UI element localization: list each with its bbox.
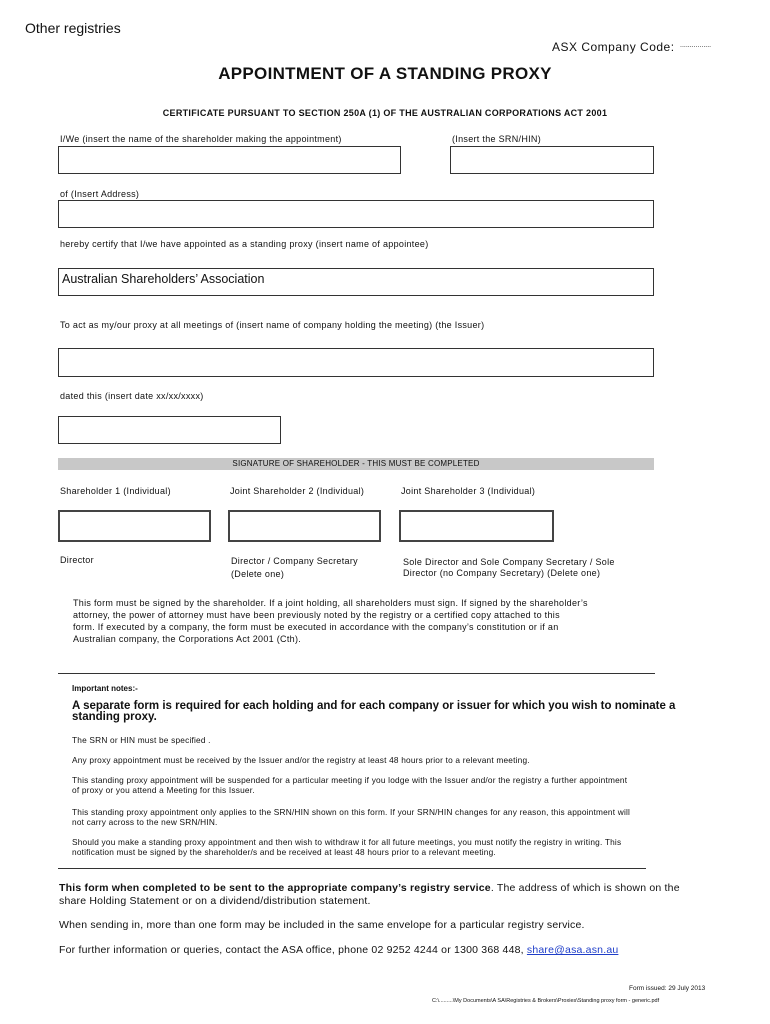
note-48-hours: Any proxy appointment must be received by the Issuer and/or the registry at least 48 hours prior to a relevant meeting. [72,755,530,765]
signature-box-2[interactable] [228,510,381,542]
shareholder-3-label: Joint Shareholder 3 (Individual) [401,486,536,496]
appointee-field[interactable] [58,268,654,296]
divider-bottom [58,868,646,869]
divider-top [58,673,655,674]
signature-box-1[interactable] [58,510,211,542]
role-1-label: Director [60,555,94,565]
form-issued-date: Form issued: 29 July 2013 [629,985,706,992]
company-label: To act as my/our proxy at all meetings of (insert name of company holding the meeting) (the Issuer) [60,320,485,330]
shareholder-name-field[interactable] [58,146,401,174]
shareholder-2-label: Joint Shareholder 2 (Individual) [230,486,365,496]
appointee-value: Australian Shareholders’ Association [62,272,265,286]
footer-send-instructions: This form when completed to be sent to the appropriate company’s registry service. The address of which is shown on the share Holding Statement or on a dividend/distribution statement. [59,882,680,907]
asx-code-label: ASX Company Code: [552,40,675,54]
certify-label: hereby certify that I/we have appointed as a standing proxy (insert name of appointee) [60,239,429,249]
important-notes-heading: Important notes:- [72,684,138,693]
asx-code-value[interactable]: ................ [680,42,712,49]
date-label: dated this (insert date xx/xx/xxxx) [60,391,204,401]
date-field[interactable] [58,416,281,444]
shareholder-name-label: I/We (insert the name of the shareholder making the appointment) [60,134,342,144]
signature-box-3[interactable] [399,510,554,542]
page-title: APPOINTMENT OF A STANDING PROXY [218,64,552,83]
srn-hin-label: (Insert the SRN/HIN) [452,134,542,144]
note-withdraw: Should you make a standing proxy appointment and then wish to withdraw it for all future meetings, you must notify the registry in writing. This notification must be signed by the shareholder/s and be received at least 48 hours prior to a relevant meeting. [72,837,622,857]
shareholder-1-label: Shareholder 1 (Individual) [60,486,171,496]
note-srn-changes: This standing proxy appointment only applies to the SRN/HIN shown on this form. If your SRN/HIN changes for any reason, this appointment will not carry across to the new SRN/HIN. [72,807,631,827]
srn-hin-field[interactable] [450,146,654,174]
footer-contact: For further information or queries, contact the ASA office, phone 02 9252 4244 or 1300 368 448, share@asa.asn.au [59,944,619,956]
signature-banner: SIGNATURE OF SHAREHOLDER - THIS MUST BE COMPLETED [58,458,654,470]
role-3-label: Sole Director and Sole Company Secretary / Sole Director (no Company Secretary) (Delete one) [403,557,615,578]
important-notes-main: A separate form is required for each holding and for each company or issuer for which you wish to nominate a standing proxy. [72,700,676,723]
address-label: of (Insert Address) [60,189,140,199]
other-registries-label: Other registries [25,20,121,36]
note-suspended: This standing proxy appointment will be suspended for a particular meeting if you lodge with the Issuer and/or the registry a further appointment of proxy or you attend a Meeting for this Issuer. [72,775,628,795]
email-link[interactable]: share@asa.asn.au [526,944,619,956]
signing-instructions: This form must be signed by the shareholder. If a joint holding, all shareholders must sign. If signed by the shareholder’s attorney, the power of attorney must have been previously noted by the registry or a certified copy attached to this form. If executed by a company, the form must be executed in accordance with the company’s constitution or if an Australian company, the Corporations Act 2001 (Cth). [73,598,588,644]
role-2-label: Director / Company Secretary (Delete one) [231,556,358,579]
address-field[interactable] [58,200,654,228]
page-subtitle: CERTIFICATE PURSUANT TO SECTION 250A (1) OF THE AUSTRALIAN CORPORATIONS ACT 2001 [162,108,608,118]
company-field[interactable] [58,348,654,377]
note-srn: The SRN or HIN must be specified . [72,735,211,745]
footer-envelope-note: When sending in, more than one form may be included in the same envelope for a particular registry service. [59,919,585,931]
file-path: C:\.........\My Documents\A SA\Registries & Brokers\Proxies\Standing proxy form - generic.pdf [432,998,660,1004]
